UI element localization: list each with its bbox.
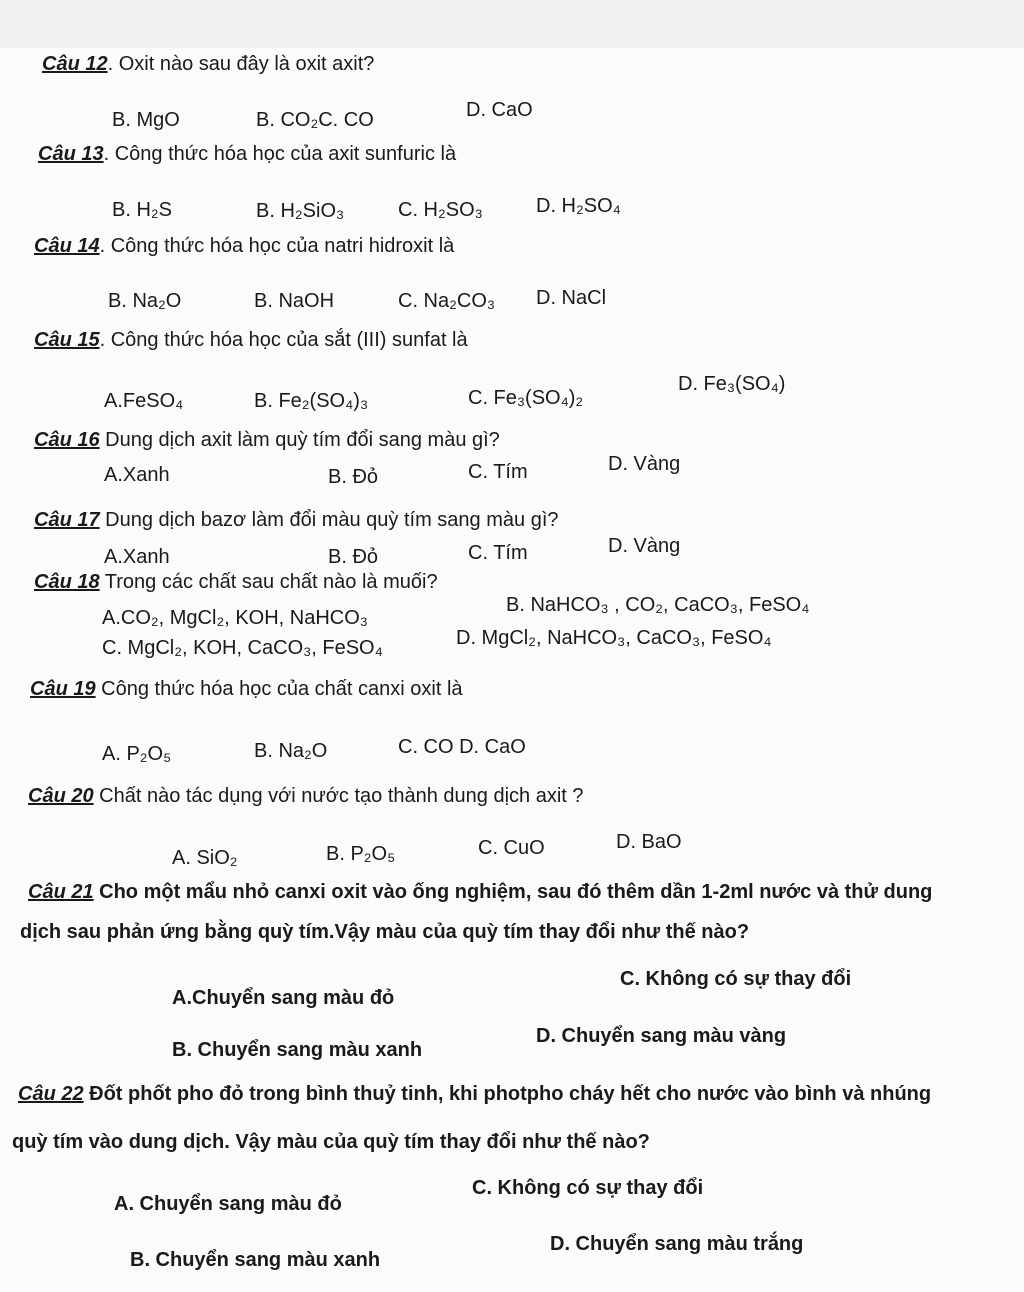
question-number: Câu 15 [34, 329, 100, 351]
q17-option-2: B. Đỏ [328, 546, 379, 568]
question-13 [38, 142, 456, 166]
q14-option-1: B. Na₂O [108, 290, 182, 312]
q21-option-1: A.Chuyển sang màu đỏ [172, 987, 395, 1009]
question-text: Cho một mẩu nhỏ canxi oxit vào ống nghiệm, sau đó thêm dần 1-2ml nước và thử dung [93, 881, 933, 903]
q18-option-2: B. NaHCO₃ , CO₂, CaCO₃, FeSO₄ [506, 594, 810, 616]
q16-option-1: A.Xanh [104, 464, 170, 486]
question-text: . Công thức hóa học của natri hidroxit là [99, 235, 455, 257]
question-text: Công thức hóa học của chất canxi oxit là [95, 678, 463, 700]
question-number: Câu 12 [42, 53, 108, 75]
q21-option-2: C. Không có sự thay đổi [620, 968, 852, 990]
question-number: Câu 21 [28, 881, 94, 903]
question-text: Đốt phốt pho đỏ trong bình thuỷ tinh, khi photpho cháy hết cho nước vào bình và nhúng [83, 1083, 932, 1105]
question-text: Dung dịch axit làm quỳ tím đổi sang màu gì? [99, 429, 500, 451]
question-number: Câu 19 [30, 678, 96, 700]
q21-option-4: D. Chuyển sang màu vàng [536, 1025, 787, 1047]
q17-option-4: D. Vàng [608, 535, 681, 557]
q21-option-3: B. Chuyển sang màu xanh [172, 1039, 423, 1061]
question-19 [30, 677, 463, 701]
question-number: Câu 18 [34, 571, 100, 593]
q22-option-4: D. Chuyển sang màu trắng [550, 1233, 804, 1255]
q13-option-4: D. H₂SO₄ [536, 195, 621, 217]
q16-option-3: C. Tím [468, 461, 528, 483]
question-22 [18, 1082, 931, 1106]
question-text: Dung dịch bazơ làm đổi màu quỳ tím sang màu gì? [99, 509, 559, 531]
q15-option-4: D. Fe₃(SO₄) [678, 373, 786, 395]
q20-option-3: C. CuO [478, 837, 545, 859]
q17-option-1: A.Xanh [104, 546, 170, 568]
question-text: Trong các chất sau chất nào là muối? [99, 571, 438, 593]
q22-option-3: B. Chuyển sang màu xanh [130, 1249, 381, 1271]
question-12 [42, 52, 374, 76]
q15-option-1: A.FeSO₄ [104, 390, 184, 412]
question-21 [28, 880, 932, 904]
q19-option-3: C. CO D. CaO [398, 736, 526, 758]
q22-option-1: A. Chuyển sang màu đỏ [114, 1193, 342, 1215]
question-number: Câu 17 [34, 509, 100, 531]
q14-option-2: B. NaOH [254, 290, 335, 312]
q13-option-1: B. H₂S [112, 199, 172, 221]
question-15 [34, 328, 468, 352]
q15-option-3: C. Fe₃(SO₄)₂ [468, 387, 584, 409]
question-text: . Công thức hóa học của sắt (III) sunfat là [99, 329, 468, 351]
q18-option-3: C. MgCl₂, KOH, CaCO₃, FeSO₄ [102, 637, 383, 659]
q18-option-1: A.CO₂, MgCl₂, KOH, NaHCO₃ [102, 607, 368, 629]
q13-option-3: C. H₂SO₃ [398, 199, 483, 221]
question-number: Câu 16 [34, 429, 100, 451]
top-margin-bar [0, 0, 1024, 48]
q12-option-3: D. CaO [466, 99, 533, 121]
q18-option-4: D. MgCl₂, NaHCO₃, CaCO₃, FeSO₄ [456, 627, 772, 649]
q22-text-line2: quỳ tím vào dung dịch. Vậy màu của quỳ tím thay đổi như thế nào? [12, 1131, 650, 1153]
q22-option-2: C. Không có sự thay đổi [472, 1177, 704, 1199]
q13-option-2: B. H₂SiO₃ [256, 200, 345, 222]
q16-option-4: D. Vàng [608, 453, 681, 475]
question-18 [34, 570, 438, 594]
question-20 [28, 784, 584, 808]
q20-option-4: D. BaO [616, 831, 682, 853]
q12-option-2: B. CO₂C. CO [256, 109, 374, 131]
question-text: Chất nào tác dụng với nước tạo thành dung dịch axit ? [93, 785, 584, 807]
q20-option-2: B. P₂O₅ [326, 843, 396, 865]
q19-option-1: A. P₂O₅ [102, 743, 172, 765]
q19-option-2: B. Na₂O [254, 740, 328, 762]
question-text: . Oxit nào sau đây là oxit axit? [107, 53, 375, 75]
q16-option-2: B. Đỏ [328, 466, 379, 488]
q15-option-2: B. Fe₂(SO₄)₃ [254, 390, 369, 412]
q14-option-4: D. NaCl [536, 287, 607, 309]
question-14 [34, 234, 454, 258]
question-number: Câu 22 [18, 1083, 84, 1105]
question-number: Câu 13 [38, 143, 104, 165]
question-number: Câu 20 [28, 785, 94, 807]
question-16 [34, 428, 500, 452]
question-17 [34, 508, 559, 532]
question-text: . Công thức hóa học của axit sunfuric là [103, 143, 457, 165]
q12-option-1: B. MgO [112, 109, 180, 131]
q21-text-line2: dịch sau phản ứng bằng quỳ tím.Vậy màu của quỳ tím thay đổi như thế nào? [20, 921, 750, 943]
q20-option-1: A. SiO₂ [172, 847, 238, 869]
question-number: Câu 14 [34, 235, 100, 257]
q14-option-3: C. Na₂CO₃ [398, 290, 496, 312]
q17-option-3: C. Tím [468, 542, 528, 564]
